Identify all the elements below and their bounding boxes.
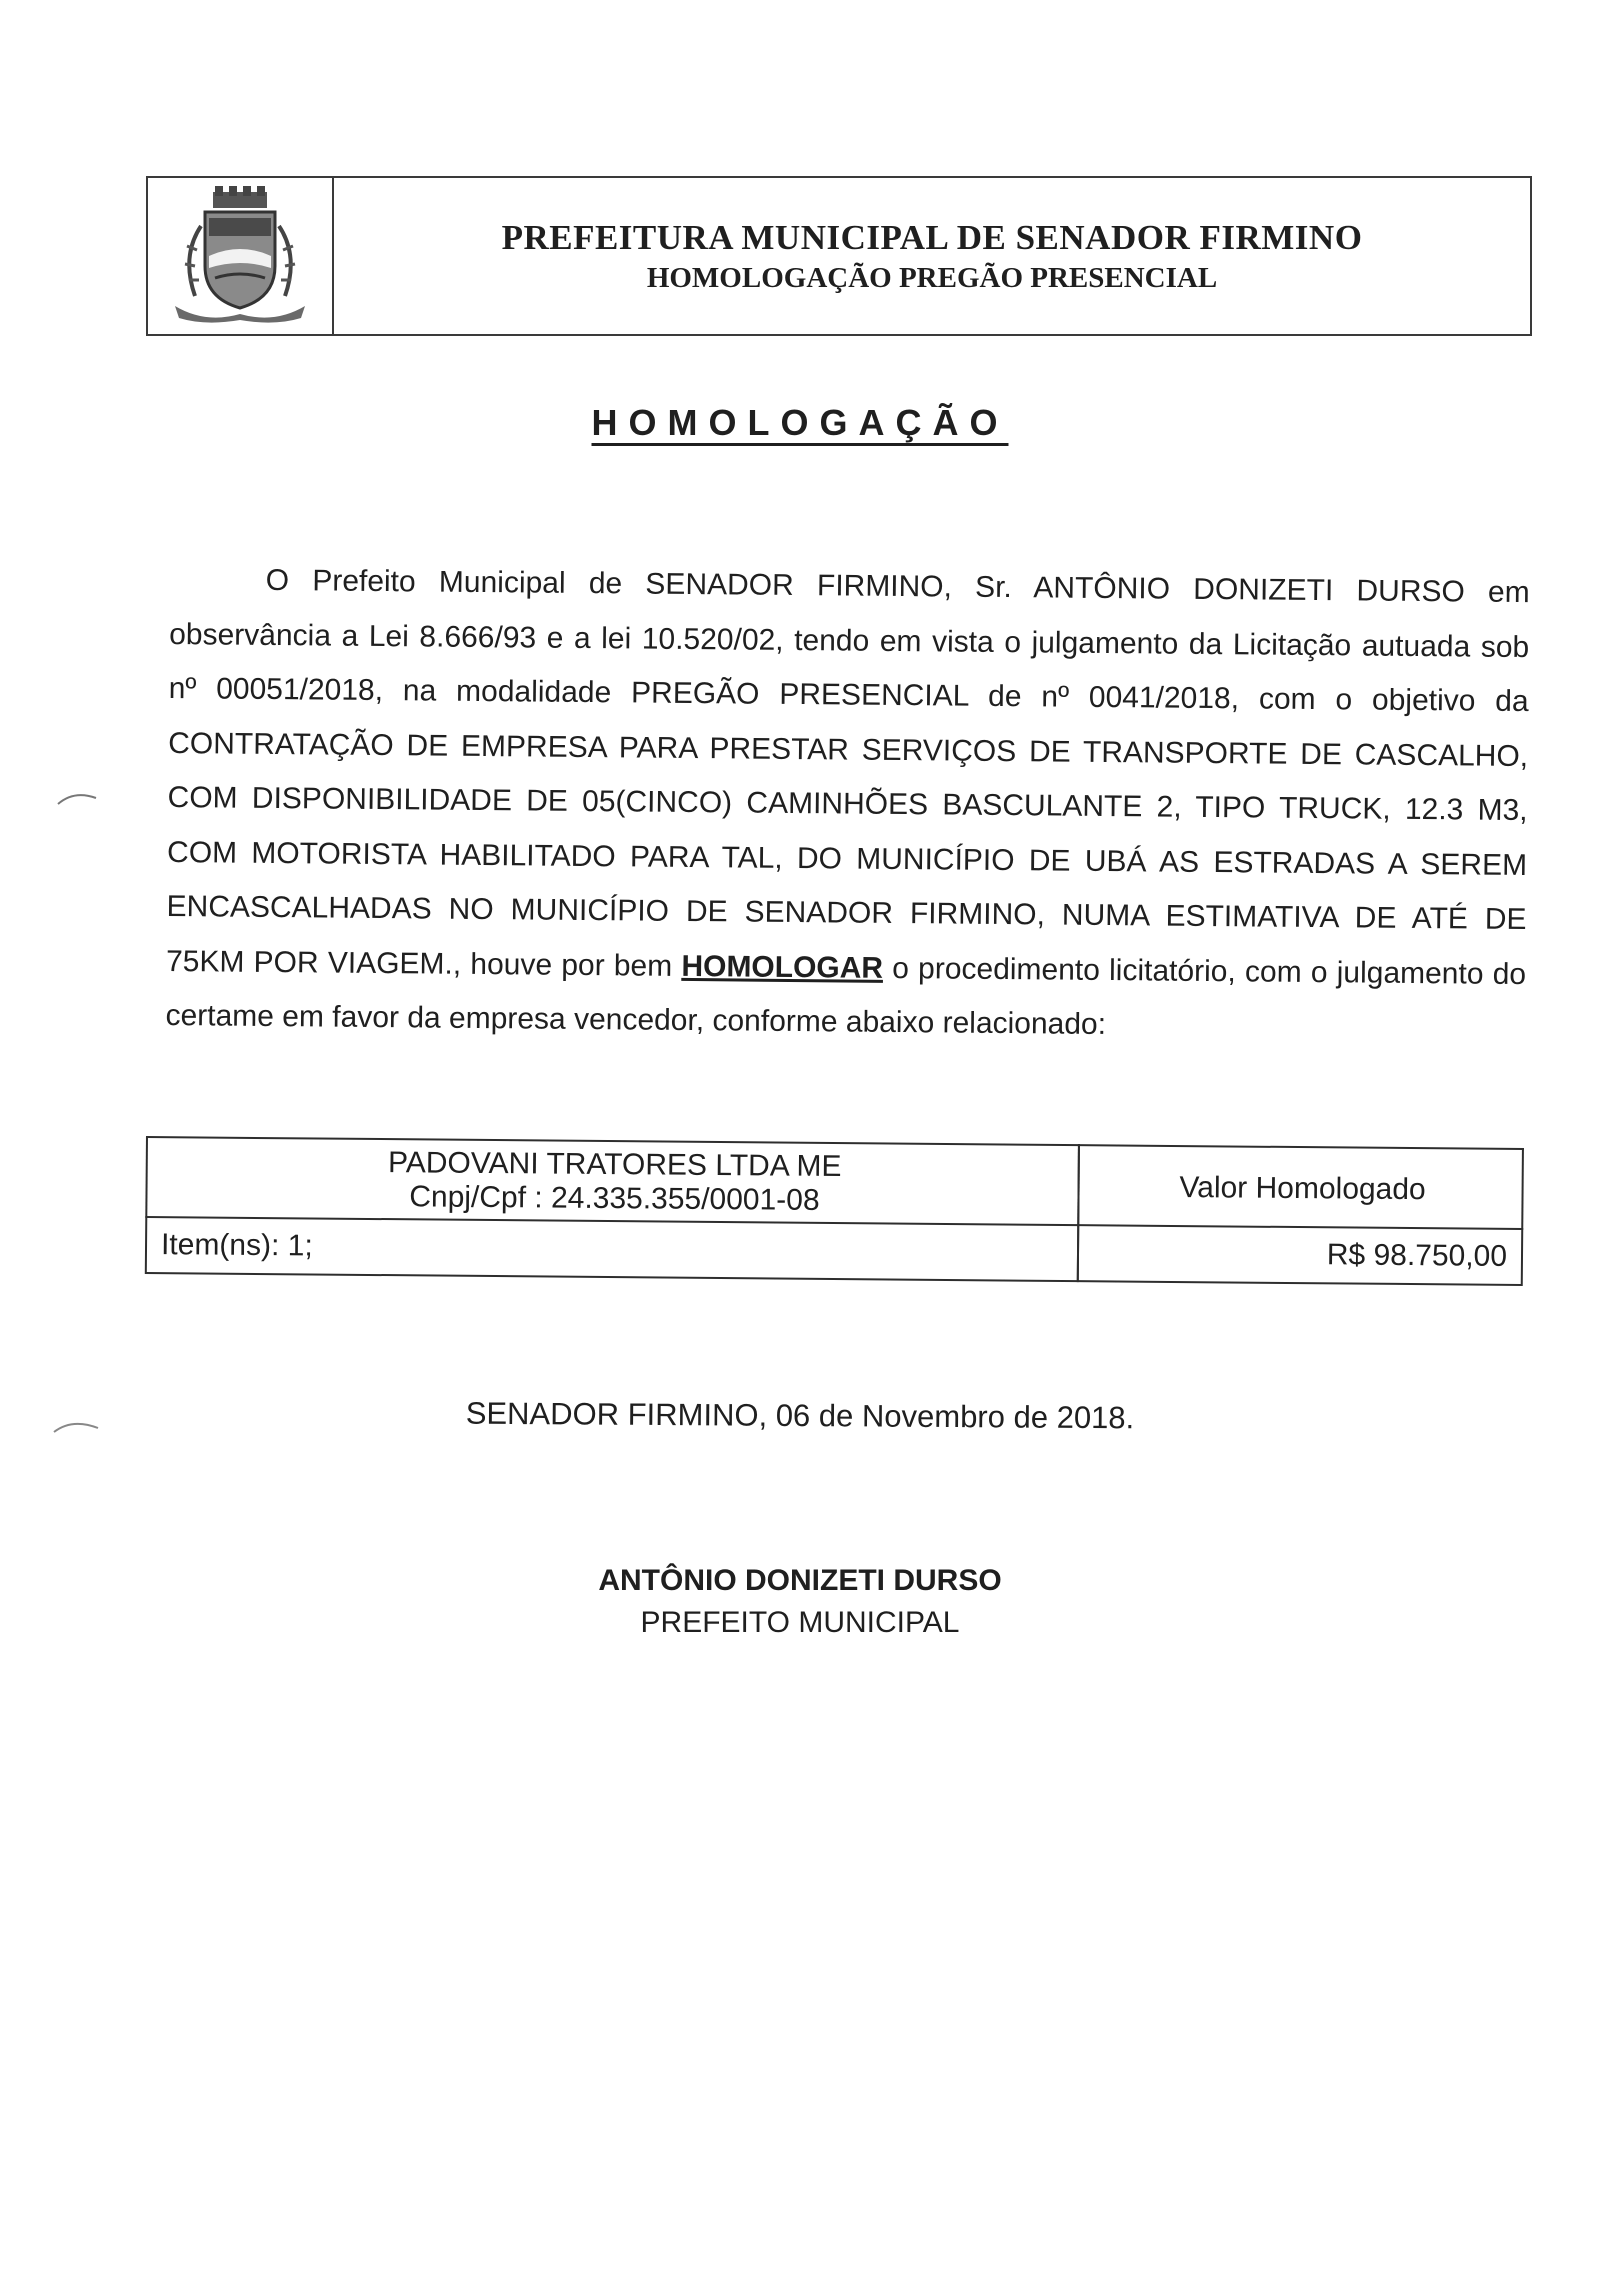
- signer-name: ANTÔNIO DONIZETI DURSO: [598, 1564, 1002, 1597]
- valor-header-cell: [1077, 1144, 1524, 1230]
- document-heading: [0, 402, 1600, 444]
- valor-cell: [1077, 1224, 1523, 1286]
- body-outro: o procedimento licitatório, com o julgamento do certame em favor da empresa vencedor, conforme abaixo relacionado:: [165, 951, 1527, 1042]
- date-line: SENADOR FIRMINO, 06 de Novembro de 2018.: [465, 1395, 1135, 1436]
- letterhead-titles: [334, 178, 1530, 334]
- homologation-body: [165, 553, 1530, 1057]
- items-text: Item(ns): 1;: [160, 1228, 313, 1263]
- scan-mark-icon: [52, 1414, 102, 1438]
- crest-cell: [148, 178, 334, 334]
- items-cell: [145, 1216, 1079, 1282]
- company-cell: [145, 1136, 1080, 1226]
- valor-label: Valor Homologado: [1179, 1171, 1426, 1207]
- scan-mark-icon: [56, 788, 100, 808]
- document-type-subtitle: HOMOLOGAÇÃO PREGÃO PRESENCIAL: [646, 262, 1218, 294]
- company-cnpj: Cnpj/Cpf : 24.335.355/0001-08: [409, 1180, 820, 1217]
- letterhead: [146, 176, 1532, 336]
- document-heading-text: HOMOLOGAÇÃO: [591, 402, 1009, 443]
- body-intro: O Prefeito Municipal de SENADOR FIRMINO, Sr. ANTÔNIO DONIZETI DURSO em observância a Lei 8.666/93 e a lei 10.520/02, tendo em vista o julgamento da Licitação autuada sob nº 00051/2018, na modalidade PREGÃO PRESENCIAL de nº 0041/2018, com o objetivo da CONTRATAÇÃO DE EMPRESA PARA PRESTAR SERVIÇOS DE TRANSPORTE DE CASCALHO, COM DISPONIBILIDADE DE 05(CINCO) CAMINHÕES BASCULANTE 2, TIPO TRUCK, 12.3 M3, COM MOTORISTA HABILITADO PARA TAL, DO MUNICÍPIO DE UBÁ AS ESTRADAS A SEREM ENCASCALHADAS NO MUNICÍPIO DE SENADOR FIRMINO, NUMA ESTIMATIVA DE ATÉ DE 75KM POR VIAGEM., houve por bem: [165, 563, 1530, 983]
- body-paragraph: [165, 553, 1530, 1057]
- result-table: [145, 1136, 1524, 1286]
- signer-role: PREFEITO MUNICIPAL: [640, 1606, 960, 1639]
- company-name: PADOVANI TRATORES LTDA ME: [387, 1146, 842, 1184]
- municipal-crest-icon: [165, 186, 315, 326]
- body-emphasis: HOMOLOGAR: [681, 949, 884, 985]
- municipality-title: PREFEITURA MUNICIPAL DE SENADOR FIRMINO: [501, 218, 1363, 257]
- signature-block: [0, 1560, 1600, 1644]
- valor-amount: R$ 98.750,00: [1326, 1238, 1508, 1273]
